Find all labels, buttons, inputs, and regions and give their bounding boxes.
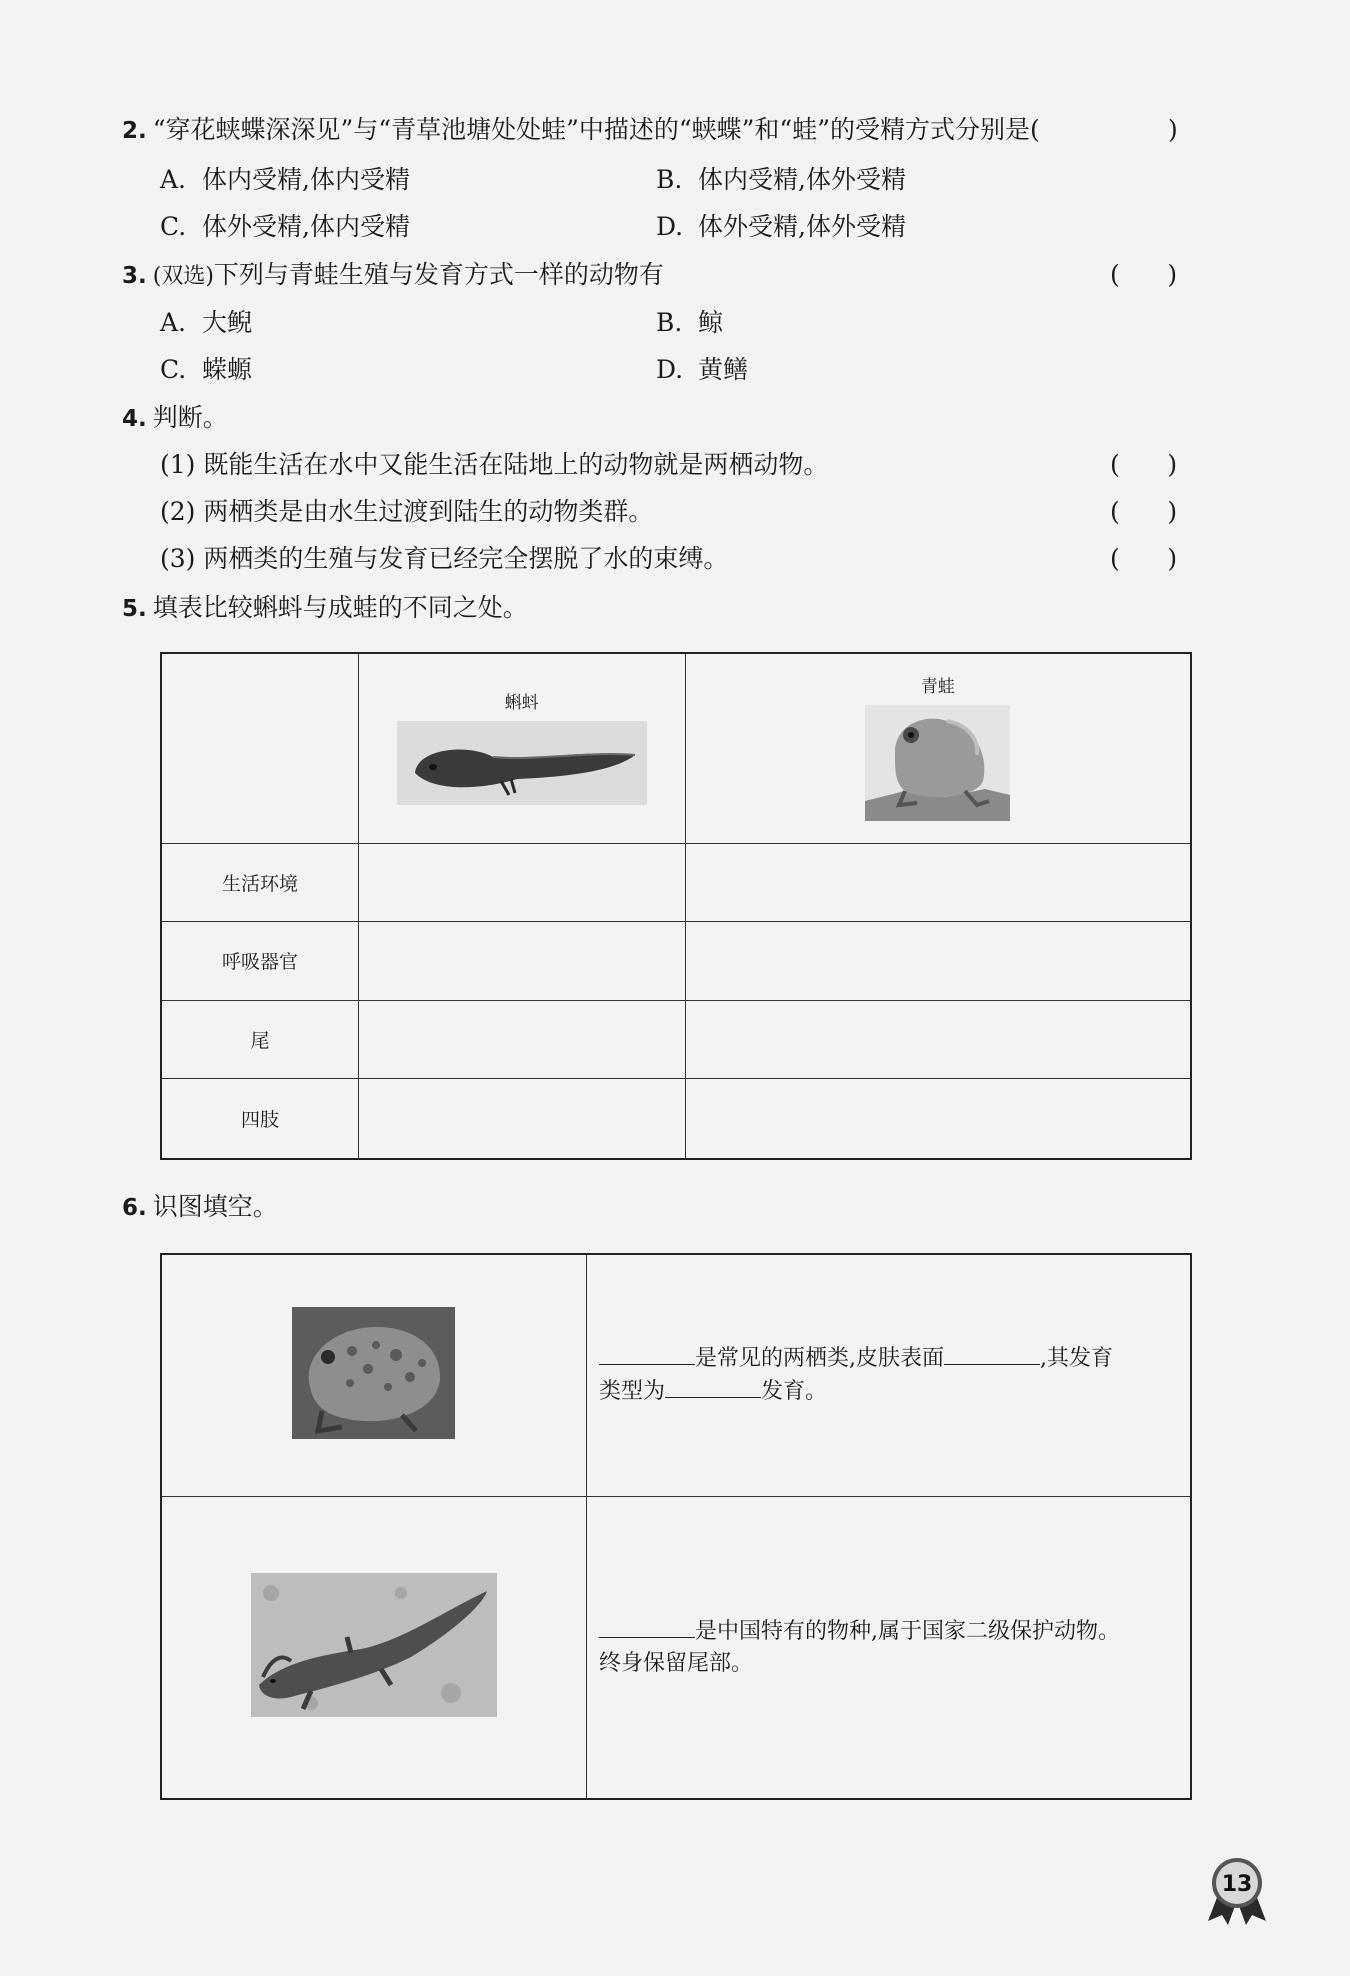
page-number-badge bbox=[1204, 1855, 1270, 1925]
toad-image-cell bbox=[161, 1254, 586, 1496]
q3-option-b[interactable]: B. 鲸 bbox=[656, 308, 724, 337]
frog-limbs-cell[interactable] bbox=[685, 1079, 1191, 1159]
frog-tail-cell[interactable] bbox=[685, 1000, 1191, 1079]
q5-stem bbox=[122, 591, 528, 626]
row-label-respiratory: 呼吸器官 bbox=[161, 922, 358, 1001]
row-label-habitat: 生活环境 bbox=[161, 843, 358, 922]
toad-name-blank[interactable] bbox=[599, 1342, 695, 1365]
salamander-fill-cell bbox=[586, 1496, 1191, 1799]
q2-option-a[interactable]: A. 体内受精,体内受精 bbox=[160, 165, 410, 194]
q3-text: 下列与青蛙生殖与发育方式一样的动物有 bbox=[213, 260, 664, 289]
q5-text: 填表比较蝌蚪与成蛙的不同之处。 bbox=[152, 593, 528, 622]
frog-respiratory-cell[interactable] bbox=[685, 922, 1191, 1001]
frog-label: 青蛙 bbox=[920, 676, 955, 697]
tadpole-respiratory-cell[interactable] bbox=[358, 922, 685, 1001]
toad-development-blank[interactable] bbox=[665, 1375, 761, 1398]
q4-item-3-paren[interactable]: ( ) bbox=[1110, 544, 1178, 573]
q2-answer-paren[interactable]: ) bbox=[1168, 115, 1178, 144]
q6-stem bbox=[122, 1190, 278, 1225]
salamander-fill-text: 是中国特有的物种,属于国家二级保护动物。 终身保留尾部。 bbox=[587, 1615, 1190, 1680]
giant-salamander-image bbox=[251, 1573, 497, 1717]
tadpole-limbs-cell[interactable] bbox=[358, 1079, 685, 1159]
tadpole-header-cell bbox=[358, 653, 685, 843]
toad-skin-blank[interactable] bbox=[944, 1342, 1040, 1365]
q3-option-c[interactable]: C. 蝾螈 bbox=[160, 355, 253, 384]
salamander-image-cell bbox=[161, 1496, 586, 1799]
q4-item-1-paren[interactable]: ( ) bbox=[1110, 450, 1178, 479]
q2-number: 2. bbox=[122, 118, 147, 144]
q5-number: 5. bbox=[122, 596, 147, 622]
frog-habitat-cell[interactable] bbox=[685, 843, 1191, 922]
page-number: 13 bbox=[1221, 1872, 1253, 1897]
q2-option-b[interactable]: B. 体内受精,体外受精 bbox=[656, 165, 906, 194]
q6-text: 识图填空。 bbox=[152, 1192, 278, 1221]
tadpole-habitat-cell[interactable] bbox=[358, 843, 685, 922]
identify-fill-table bbox=[160, 1253, 1192, 1800]
tadpole-label: 蝌蚪 bbox=[504, 692, 539, 713]
toad-fill-text: 是常见的两栖类,皮肤表面 ,其发育 类型为 发育。 bbox=[587, 1342, 1190, 1408]
q3-answer-paren[interactable]: ( ) bbox=[1110, 260, 1178, 289]
q4-item-3: (3) 两栖类的生殖与发育已经完全摆脱了水的束缚。 bbox=[160, 544, 729, 573]
q3-tag: (双选) bbox=[152, 264, 214, 289]
q2-option-c[interactable]: C. 体外受精,体内受精 bbox=[160, 212, 410, 241]
frog-header-cell bbox=[685, 653, 1191, 843]
tadpole-image bbox=[397, 721, 647, 805]
q6-number: 6. bbox=[122, 1195, 147, 1221]
q2-stem bbox=[122, 113, 1040, 148]
q4-item-2: (2) 两栖类是由水生过渡到陆生的动物类群。 bbox=[160, 497, 654, 526]
q4-number: 4. bbox=[122, 406, 147, 432]
header-empty-cell bbox=[161, 653, 358, 843]
q3-number: 3. bbox=[122, 263, 147, 289]
q3-option-a[interactable]: A. 大鲵 bbox=[160, 308, 253, 337]
q4-item-1: (1) 既能生活在水中又能生活在陆地上的动物就是两栖动物。 bbox=[160, 450, 829, 479]
q2-option-d[interactable]: D. 体外受精,体外受精 bbox=[656, 212, 906, 241]
q4-stem bbox=[122, 401, 228, 436]
q3-stem bbox=[122, 258, 664, 294]
row-label-tail: 尾 bbox=[161, 1000, 358, 1079]
toad-fill-cell bbox=[586, 1254, 1191, 1496]
row-label-limbs: 四肢 bbox=[161, 1079, 358, 1159]
tadpole-frog-compare-table bbox=[160, 652, 1192, 1160]
q2-text: “穿花蛱蝶深深见”与“青草池塘处处蛙”中描述的“蛱蝶”和“蛙”的受精方式分别是( bbox=[152, 115, 1040, 144]
toad-image bbox=[292, 1307, 455, 1439]
q3-option-d[interactable]: D. 黄鳝 bbox=[656, 355, 749, 384]
q4-item-2-paren[interactable]: ( ) bbox=[1110, 497, 1178, 526]
q4-text: 判断。 bbox=[152, 403, 228, 432]
tadpole-tail-cell[interactable] bbox=[358, 1000, 685, 1079]
salamander-name-blank[interactable] bbox=[599, 1615, 695, 1638]
frog-image bbox=[865, 705, 1010, 821]
